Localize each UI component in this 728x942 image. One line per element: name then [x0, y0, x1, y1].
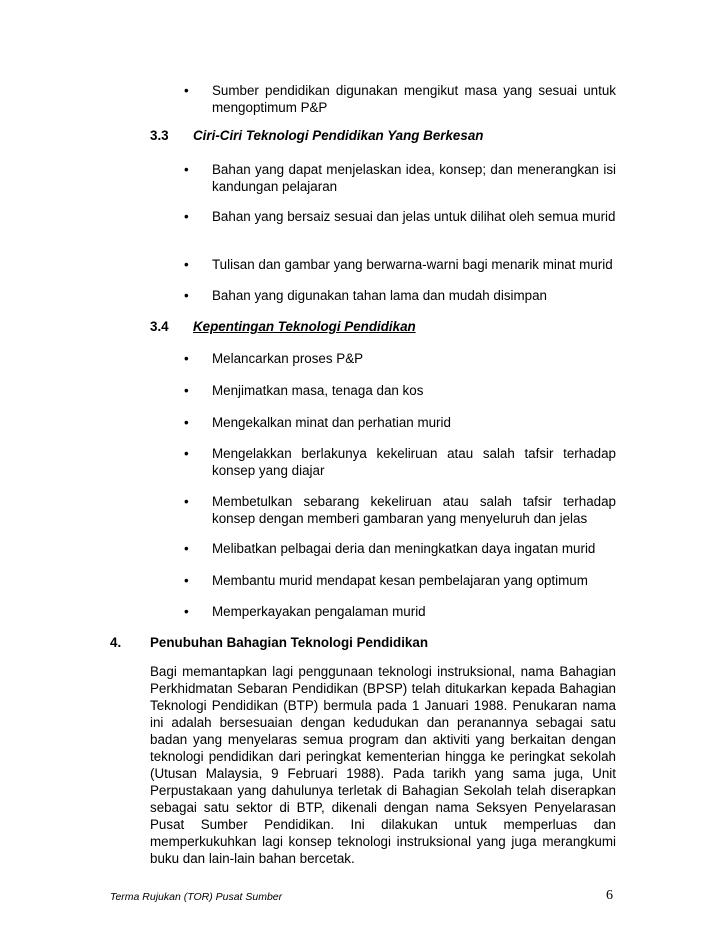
bullet-text: Melancarkan proses P&P	[212, 351, 364, 366]
bullet-text: Bahan yang bersaiz sesuai dan jelas untuk dilihat oleh semua murid	[212, 209, 616, 224]
bullet-item	[184, 82, 616, 116]
bullet-symbol: •	[184, 604, 189, 619]
bullet-text: Melibatkan pelbagai deria dan meningkatkan daya ingatan murid	[212, 541, 596, 556]
bullet-item	[184, 540, 616, 557]
bullet-symbol: •	[184, 288, 189, 303]
bullet-symbol: •	[184, 541, 189, 556]
bullet-item	[184, 287, 616, 304]
bullet-text: Memperkayakan pengalaman murid	[212, 604, 426, 619]
footer-title: Terma Rujukan (TOR) Pusat Sumber	[110, 891, 283, 903]
bullet-symbol: •	[184, 257, 189, 272]
section-title: Ciri-Ciri Teknologi Pendidikan Yang Berkesan	[193, 128, 484, 143]
paragraph-line: Bagi memantapkan lagi penggunaan teknologi instruksional, nama Bahagian	[150, 664, 616, 679]
bullet-symbol: •	[184, 209, 189, 224]
bullet-symbol: •	[184, 162, 189, 177]
bullet-text: Bahan yang digunakan tahan lama dan mudah disimpan	[212, 288, 548, 303]
section-title: Kepentingan Teknologi Pendidikan	[193, 319, 416, 334]
bullet-text: Mengelakkan berlakunya kekeliruan atau salah tafsir terhadap konsep yang diajar	[212, 446, 616, 478]
bullet-symbol: •	[184, 351, 189, 366]
bullet-symbol: •	[184, 83, 189, 98]
section-heading-3-3	[150, 127, 620, 144]
bullet-item	[184, 256, 616, 273]
bullet-item	[184, 382, 616, 399]
bullet-symbol: •	[184, 573, 189, 588]
bullet-symbol: •	[184, 415, 189, 430]
paragraph-line: sebagai satu sektor di BTP, dikenali dengan nama Seksyen Penyelarasan	[150, 800, 616, 815]
bullet-item	[184, 572, 616, 589]
paragraph-line: teknologi pendidikan dari peringkat kementerian hingga ke peringkat sekolah	[150, 749, 616, 764]
paragraph-line: buku dan lain-lain bahan bercetak.	[150, 851, 355, 866]
section-number: 3.4	[150, 319, 169, 334]
bullet-symbol: •	[184, 383, 189, 398]
paragraph-line: Perpustakaan yang dahulunya terletak di Bahagian Sekolah telah diserapkan	[150, 783, 616, 798]
bullet-text: Membetulkan sebarang kekeliruan atau salah tafsir terhadap konsep dengan memberi gambaran yang menyeluruh dan jelas	[212, 494, 616, 526]
section-title: Penubuhan Bahagian Teknologi Pendidikan	[150, 635, 429, 650]
bullet-item	[184, 161, 616, 195]
bullet-text: Bahan yang dapat menjelaskan idea, konsep; dan menerangkan isi kandungan pelajaran	[212, 162, 616, 194]
paragraph-line: Perkhidmatan Sebaran Pendidikan (BPSP) telah ditukarkan kepada Bahagian	[150, 681, 616, 696]
paragraph-line: Pusat Sumber Pendidikan. Ini dilakukan untuk memperluas dan	[150, 817, 616, 832]
bullet-text: Sumber pendidikan digunakan mengikut masa yang sesuai untuk mengoptimum P&P	[212, 83, 616, 115]
bullet-item	[184, 603, 616, 620]
section-heading-4	[110, 634, 620, 651]
paragraph-line: (Utusan Malaysia, 9 Februari 1988). Pada tarikh yang sama juga, Unit	[150, 766, 616, 781]
section-number: 4.	[110, 635, 122, 650]
bullet-item	[184, 414, 616, 431]
bullet-text: Tulisan dan gambar yang berwarna-warni bagi menarik minat murid	[212, 257, 613, 272]
section-heading-3-4	[150, 318, 620, 335]
paragraph-line: ini adalah bersesuaian dengan kedudukan dan peranannya sebagai satu	[150, 715, 616, 730]
bullet-item	[184, 445, 616, 479]
bullet-text: Menjimatkan masa, tenaga dan kos	[212, 383, 424, 398]
page-number: 6	[606, 888, 613, 903]
section-4-paragraph	[150, 663, 616, 867]
bullet-symbol: •	[184, 446, 189, 461]
bullet-item	[184, 208, 616, 225]
bullet-text: Membantu murid mendapat kesan pembelajaran yang optimum	[212, 573, 588, 588]
bullet-symbol: •	[184, 494, 189, 509]
bullet-text: Mengekalkan minat dan perhatian murid	[212, 415, 451, 430]
paragraph-line: Teknologi Pendidikan (BTP) bermula pada 1 Januari 1988. Penukaran nama	[150, 698, 616, 713]
paragraph-line: memperkukuhkan lagi konsep teknologi instruksional yang juga merangkumi	[150, 834, 616, 849]
section-number: 3.3	[150, 128, 169, 143]
paragraph-line: badan yang menyelaras semua program dan aktiviti yang berkaitan dengan	[150, 732, 616, 747]
bullet-item	[184, 350, 616, 367]
bullet-item	[184, 493, 616, 527]
